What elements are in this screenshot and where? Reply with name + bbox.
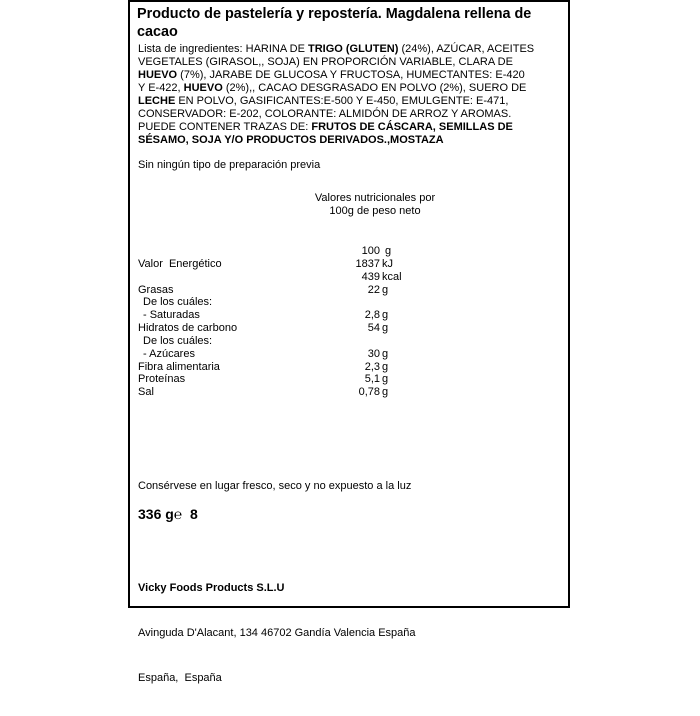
nutrition-row — [138, 258, 558, 271]
nutrition-row — [138, 348, 558, 361]
nutrition-row-label: Hidratos de carbono — [138, 322, 238, 335]
nutrition-row-label — [138, 271, 320, 284]
nutrition-row-value: 100 — [361, 245, 380, 257]
nutrition-row — [138, 271, 558, 284]
nutrition-row-label: De los cuáles: — [143, 296, 213, 309]
nutrition-row — [138, 322, 558, 335]
nutrition-row-unit: g — [382, 347, 389, 360]
nutrition-row-value: 30 — [367, 347, 380, 360]
nutrition-row-value: 22 — [367, 283, 380, 296]
net-weight — [138, 506, 198, 522]
estimated-sign-icon: ℮ — [173, 506, 183, 522]
nutrition-row — [138, 386, 558, 399]
nutrition-row-value: 2,8 — [364, 309, 380, 322]
nutrition-row — [138, 245, 558, 258]
nutrition-row — [138, 373, 558, 386]
nutrition-row-unit: g — [382, 309, 389, 322]
nutrition-row-unit — [380, 296, 558, 309]
nutrition-row-unit: g — [382, 386, 389, 399]
nutrition-row-value: 0,78 — [358, 386, 380, 399]
nutrition-header-line-2: 100g de peso neto — [329, 205, 421, 217]
nutrition-row-value: 439 — [361, 270, 380, 283]
manufacturer-address-2: España, España — [138, 672, 222, 684]
nutrition-row-unit: g — [382, 245, 392, 257]
manufacturer-address-1: Avinguda D'Alacant, 134 46702 Gandía Valencia España — [138, 627, 416, 639]
ingredients-line: CONSERVADOR: E-202, COLORANTE: ALMIDÓN DE ARROZ Y AROMAS. — [138, 108, 512, 120]
nutrition-row-label: Grasas — [138, 283, 174, 296]
ingredients-line: VEGETALES (GIRASOL,, SOJA) EN PROPORCIÓN VARIABLE, CLARA DE — [138, 56, 513, 68]
nutrition-row-label: Fibra alimentaria — [138, 360, 220, 373]
nutrition-row-unit: g — [382, 283, 389, 296]
nutrition-table — [138, 245, 558, 399]
storage-note: Consérvese en lugar fresco, seco y no expuesto a la luz — [138, 480, 412, 492]
nutrition-row — [138, 309, 558, 322]
ingredients-line: PUEDE CONTENER TRAZAS DE: FRUTOS DE CÁSCARA, SEMILLAS DE — [138, 121, 513, 133]
manufacturer-name: Vicky Foods Products S.L.U — [138, 582, 285, 594]
nutrition-row-unit: g — [382, 373, 389, 386]
nutrition-row-value: 1837 — [355, 257, 380, 270]
nutrition-row-value: 2,3 — [364, 360, 380, 373]
nutrition-header — [275, 192, 475, 218]
ingredients-text — [138, 43, 534, 147]
ingredients-line: Lista de ingredientes: HARINA DE TRIGO (GLUTEN) (24%), AZÚCAR, ACEITES — [138, 43, 535, 55]
nutrition-header-line-1: Valores nutricionales por — [314, 192, 436, 204]
nutrition-row-label: - Saturadas — [143, 309, 200, 322]
nutrition-row-value: 5,1 — [364, 373, 380, 386]
label-border-box — [128, 0, 570, 684]
nutrition-row-value — [320, 296, 380, 309]
nutrition-row-unit: kJ — [382, 257, 393, 270]
nutrition-row-label: De los cuáles: — [143, 334, 213, 347]
net-weight-text: 336 g — [138, 506, 174, 522]
product-title-line-2: cacao — [137, 23, 178, 40]
nutrition-row-label: Sal — [138, 386, 154, 399]
nutrition-row-unit — [380, 335, 558, 348]
nutrition-row-value: 54 — [367, 322, 380, 335]
preparation-note: Sin ningún tipo de preparación previa — [138, 159, 321, 171]
manufacturer-block — [138, 551, 416, 716]
ingredients-line: SÉSAMO, SOJA Y/O PRODUCTOS DERIVADOS.,MOSTAZA — [138, 134, 444, 146]
nutrition-row-unit: g — [382, 322, 389, 335]
nutrition-row-label: Valor Energético — [138, 257, 222, 270]
nutrition-row — [138, 361, 558, 374]
ingredients-line: LECHE EN POLVO, GASIFICANTES:E-500 Y E-450, EMULGENTE: E-471, — [138, 95, 509, 107]
nutrition-row — [138, 296, 558, 309]
nutrition-row-unit: kcal — [382, 270, 402, 283]
nutrition-row — [138, 284, 558, 297]
nutrition-row-label: Proteínas — [138, 373, 186, 386]
ingredients-line: Y E-422, HUEVO (2%),, CACAO DESGRASADO EN POLVO (2%), SUERO DE — [138, 82, 527, 94]
nutrition-row-label: - Azúcares — [143, 347, 195, 360]
nutrition-row — [138, 335, 558, 348]
product-title — [137, 6, 563, 41]
ingredients-line: HUEVO (7%), JARABE DE GLUCOSA Y FRUCTOSA, HUMECTANTES: E-420 — [138, 69, 525, 81]
nutrition-row-unit: g — [382, 360, 389, 373]
nutrition-row-value — [320, 335, 380, 348]
net-weight-text: 8 — [182, 506, 198, 522]
nutrition-row-label — [138, 245, 320, 258]
product-title-line-1: Producto de pastelería y repostería. Magdalena rellena de — [137, 6, 532, 22]
